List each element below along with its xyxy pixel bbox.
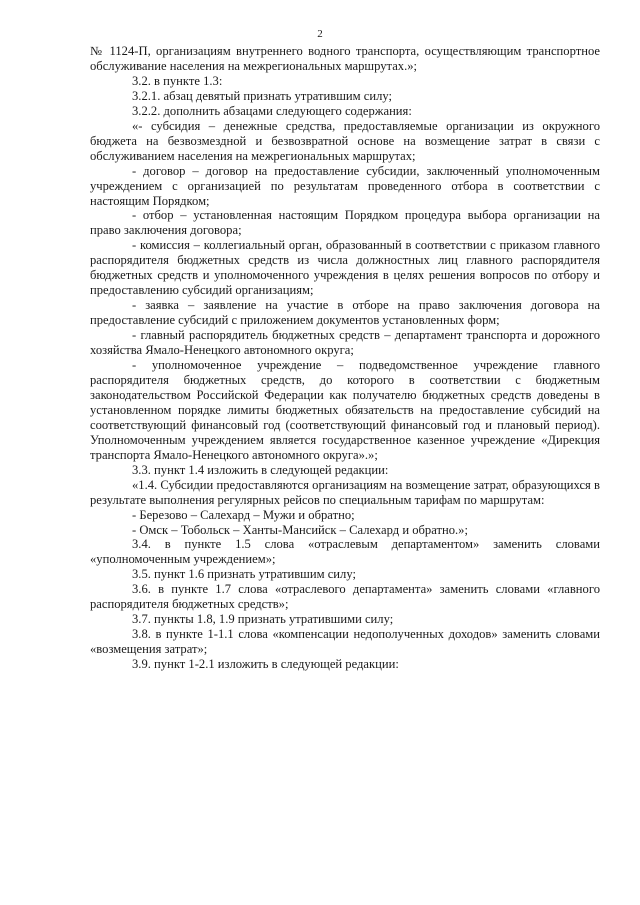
paragraph-3-9: 3.9. пункт 1-2.1 изложить в следующей редакции: <box>132 657 399 672</box>
definition-selection: - отбор – установленная настоящим Порядком процедура выбора организации на право заключения договора; <box>90 208 600 238</box>
route-berezovo: - Березово – Салехард – Мужи и обратно; <box>132 507 355 522</box>
paragraph-3-4: 3.4. в пункте 1.5 слова «отраслевым департаментом» заменить словами «уполномоченным учреждением»; <box>90 537 600 567</box>
paragraph-3-2-2: 3.2.2. дополнить абзацами следующего содержания: <box>132 103 412 118</box>
paragraph-1-4: «1.4. Субсидии предоставляются организациям на возмещение затрат, образующихся в результате выполнения регулярных рейсов по специальным тарифам по маршрутам: <box>90 477 600 507</box>
definition-authorized-institution: - уполномоченное учреждение – подведомственное учреждение главного распорядителя бюджетных средств, до которого в соответствии с бюджетным законодательством Российской Федерации как получателю бюджетных средств доведены в установленном порядке лимиты бюджетных обязательств на предоставление субсидий на соответствующий финансовый год (соответствующий финансовый год и плановый период). Уполномоченным учреждением является государственное казенное учреждение «Дирекция транспорта Ямало-Ненецкого автономного округа».»; <box>90 358 600 462</box>
paragraph-3-2: 3.2. в пункте 1.3: <box>132 73 223 88</box>
definition-chief-administrator: - главный распорядитель бюджетных средств – департамент транспорта и дорожного хозяйства Ямало-Ненецкого автономного округа; <box>90 328 600 358</box>
definition-commission: - комиссия – коллегиальный орган, образованный в соответствии с приказом главного распорядителя бюджетных средств из числа должностных лиц главного распорядителя бюджетных средств и уполномоченного учреждения в целях решения вопросов по отбору и предоставлению субсидий организациям; <box>90 238 600 298</box>
definition-application: - заявка – заявление на участие в отборе на право заключения договора на предоставление субсидий с приложением документов установленных форм; <box>90 298 600 328</box>
definition-subsidy: «- субсидия – денежные средства, предоставляемые организации из окружного бюджета на безвозмездной и безвозвратной основе на возмещение затрат в связи с обслуживанием населения на межрегиональных маршрутах; <box>90 118 600 163</box>
paragraph-3-3: 3.3. пункт 1.4 изложить в следующей редакции: <box>132 462 389 477</box>
definition-contract: - договор – договор на предоставление субсидии, заключенный уполномоченным учреждением с организацией по результатам проведенного отбора в соответствии с настоящим Порядком; <box>90 163 600 208</box>
paragraph-continuation: № 1124-П, организациям внутреннего водного транспорта, осуществляющим транспортное обслуживание населения на межрегиональных маршрутах.»; <box>90 44 600 73</box>
paragraph-3-6: 3.6. в пункте 1.7 слова «отраслевого департамента» заменить словами «главного распорядителя бюджетных средств»; <box>90 582 600 612</box>
paragraph-3-5: 3.5. пункт 1.6 признать утратившим силу; <box>132 567 356 582</box>
paragraph-3-8: 3.8. в пункте 1-1.1 слова «компенсации недополученных доходов» заменить словами «возмещения затрат»; <box>90 627 600 657</box>
paragraph-3-7: 3.7. пункты 1.8, 1.9 признать утратившими силу; <box>132 612 394 627</box>
document-body <box>90 44 600 672</box>
route-omsk: - Омск – Тобольск – Ханты-Мансийск – Салехард и обратно.»; <box>132 522 468 537</box>
paragraph-3-2-1: 3.2.1. абзац девятый признать утратившим силу; <box>132 88 393 103</box>
page-number: 2 <box>317 28 323 40</box>
